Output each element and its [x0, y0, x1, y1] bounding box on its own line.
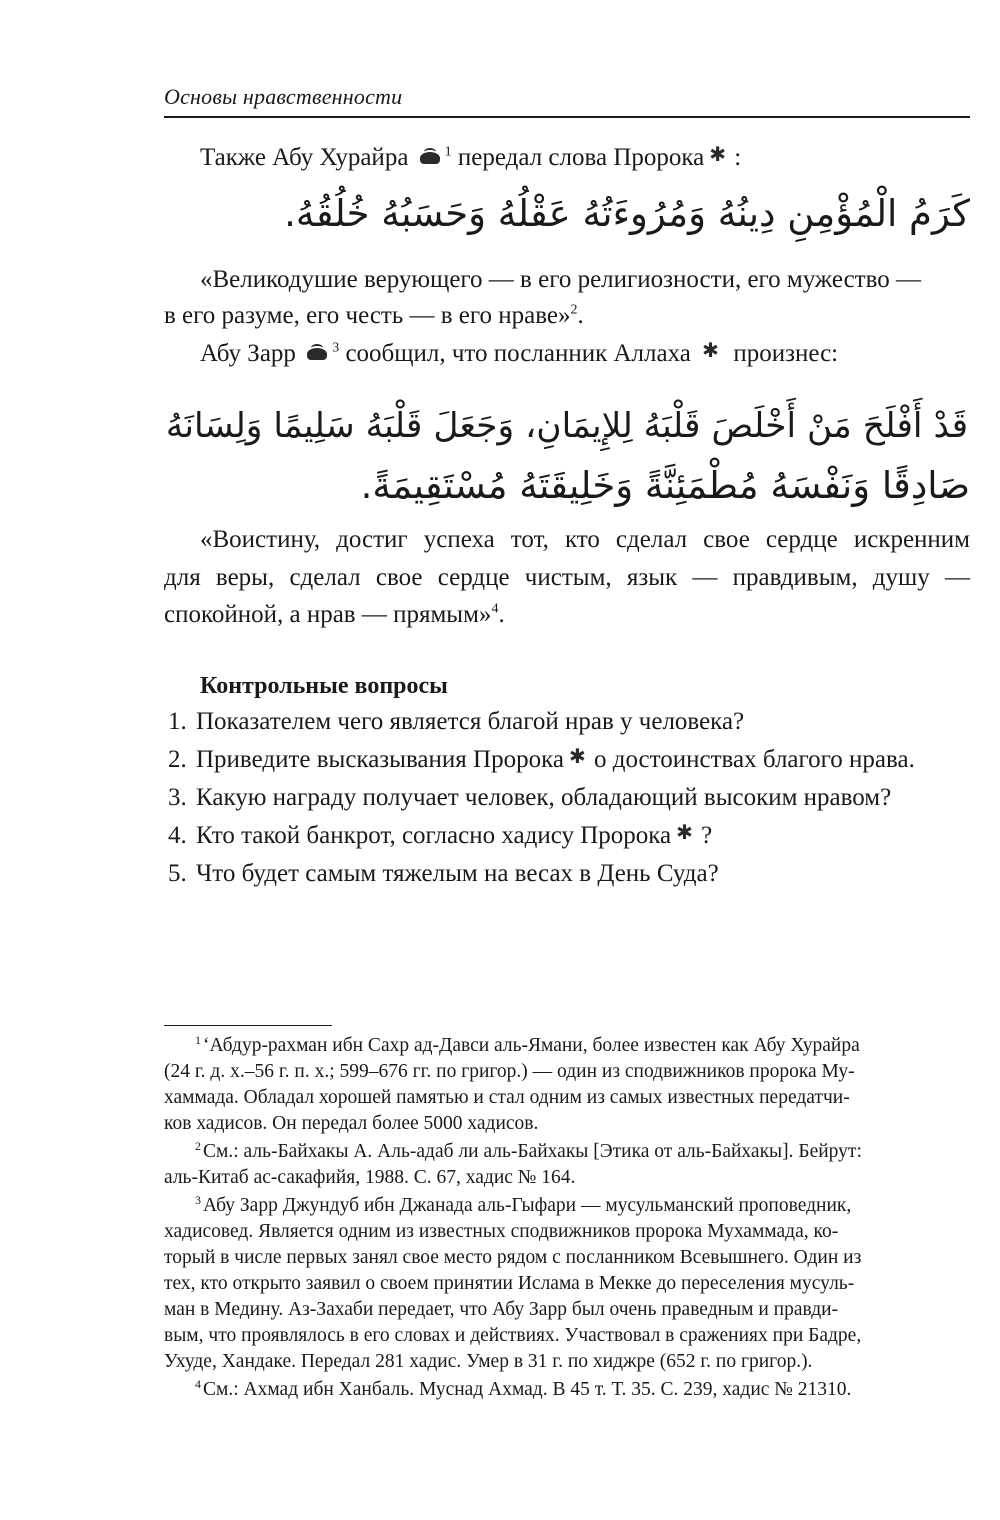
translation2-end: .: [498, 601, 505, 628]
salawat-icon: [701, 342, 723, 364]
salawat-icon: [568, 748, 590, 770]
question-number: 2.: [168, 746, 187, 773]
question-item: [168, 820, 978, 858]
question-number: 1.: [168, 708, 187, 735]
footnote-3-line-4: тех, кто открыто заявил о своем принятии Ислама в Мекке до переселения мусуль-: [164, 1273, 855, 1294]
translation1-line-1: «Великодушие верующего — в его религиозности, его мужество —: [200, 266, 921, 293]
question-text-before: Кто такой банкрот, согласно хадису Пророка: [196, 822, 672, 849]
running-header: [164, 82, 970, 118]
question-text: Показателем чего является благой нрав у человека?: [196, 708, 745, 735]
question-text-after: ?: [701, 822, 713, 849]
footnote-3-line-3: торый в числе первых занял свое место рядом с посланником Всевышнего. Один из: [164, 1247, 862, 1268]
question-item: [168, 782, 978, 820]
intro1-end: :: [734, 144, 742, 171]
translation2-line-1: «Воистину, достиг успеха тот, кто сделал свое сердце искренним: [200, 526, 970, 553]
footnote-3-line-2: хадисовед. Является одним из известных сподвижников пророка Мухаммада, ко-: [164, 1221, 839, 1242]
footnote-4-text: См.: Ахмад ибн Ханбаль. Муснад Ахмад. В 45 т. Т. 35. С. 239, хадис № 21310.: [203, 1379, 852, 1400]
radiyallahu-anhu-icon: [419, 146, 441, 168]
intro2-before: Абу Зарр: [200, 340, 296, 367]
footnote-4-line-1: [195, 1378, 970, 1402]
footnote-ref-3: 3: [332, 340, 340, 356]
questions-list: [168, 706, 978, 896]
footnote-1-text: ‘Абдур-рахман ибн Сахр ад-Давси аль-Ямани, более известен как Абу Хурайра: [203, 1035, 860, 1056]
footnote-1-line-4: ков хадисов. Он передал более 5000 хадисов.: [164, 1113, 539, 1134]
footnote-ref-2: 2: [570, 302, 578, 318]
footnote-3-line-5: ман в Медину. Аз-Захаби передает, что Абу Зарр был очень праведным и правди-: [164, 1299, 839, 1320]
radiyallahu-anhu-icon: [306, 342, 328, 364]
footnote-2-line-2: аль-Китаб ас-сакафийя, 1988. С. 67, хадис № 164.: [164, 1167, 576, 1188]
intro-line-2: [200, 336, 970, 372]
intro-line-1: [200, 140, 970, 176]
question-text-after: о достоинствах благого нрава.: [593, 746, 915, 773]
footnote-ref-1: 1: [444, 144, 452, 160]
footnote-3-line-7: Ухуде, Хандаке. Передал 281 хадис. Умер в 31 г. по хиджре (652 г. по григор.).: [164, 1351, 813, 1372]
translation1-end: .: [577, 302, 584, 329]
footnote-2-number: 2: [195, 1138, 201, 1153]
question-item: [168, 858, 978, 896]
footnote-2-line-1: [195, 1140, 970, 1164]
translation2-line-2: для веры, сделал свое сердце чистым, язык — правдивым, душу —: [164, 564, 970, 591]
footnote-1-number: 1: [195, 1032, 201, 1047]
footnote-1-line-3: хаммада. Обладал хорошей памятью и стал одним из самых известных передатчи-: [164, 1087, 850, 1108]
translation2-line-3-text: спокойной, а нрав — прямым»: [164, 601, 492, 628]
question-item: [168, 744, 978, 782]
salawat-icon: [708, 146, 730, 168]
translation1-line-2-text: в его разуме, его честь — в его нраве»: [164, 302, 571, 329]
footnote-3-line-6: вым, что проявлялось в его словах и действиях. Участвовал в сражениях при Бадре,: [164, 1325, 862, 1346]
intro1-after: передал слова Пророка: [457, 144, 705, 171]
question-item: [168, 706, 978, 744]
arabic-hadith-2-line-1: قَدْ أَفْلَحَ مَنْ أَخْلَصَ قَلْبَهُ لِلإِيمَانِ، وَجَعَلَ قَلْبَهُ سَلِيمًا وَلِسَانَهُ: [165, 406, 969, 446]
footnote-1-line-1: [195, 1034, 970, 1058]
question-number: 4.: [168, 822, 187, 849]
question-text: Какую награду получает человек, обладающий высоким нравом?: [196, 784, 892, 811]
arabic-hadith-1: كَرَمُ الْمُؤْمِنِ دِينُهُ وَمُرُوءَتُهُ عَقْلُهُ وَحَسَبُهُ خُلُقُهُ.: [284, 192, 970, 235]
intro1-before: Также Абу Хурайра: [200, 144, 409, 171]
header-title: Основы нравственности: [164, 84, 403, 109]
footnote-1-line-2: (24 г. д. х.–56 г. п. х.; 599–676 гг. по григор.) — один из сподвижников пророка Му-: [164, 1061, 855, 1082]
footnote-ref-4: 4: [491, 601, 499, 617]
question-number: 5.: [168, 860, 187, 887]
salawat-icon: [675, 824, 697, 846]
questions-title: Контрольные вопросы: [200, 673, 448, 699]
translation2-line-3: [164, 597, 970, 633]
footnote-4-number: 4: [195, 1376, 201, 1391]
question-text-before: Приведите высказывания Пророка: [196, 746, 564, 773]
footnote-3-line-1: [195, 1194, 970, 1218]
intro2-after: произнес:: [733, 340, 839, 367]
intro2-middle: сообщил, что посланник Аллаха: [345, 340, 691, 367]
translation1-line-2: [164, 298, 970, 334]
footnote-3-number: 3: [195, 1192, 201, 1207]
footnote-3-text: Абу Зарр Джундуб ибн Джанада аль-Гыфари — мусульманский проповедник,: [203, 1195, 852, 1216]
footnote-divider: [164, 1025, 332, 1026]
question-number: 3.: [168, 784, 187, 811]
question-text: Что будет самым тяжелым на весах в День Суда?: [196, 860, 719, 887]
arabic-hadith-2-line-2: صَادِقًا وَنَفْسَهُ مُطْمَئِنَّةً وَخَلِيقَتَهُ مُسْتَقِيمَةً.: [360, 464, 970, 507]
footnote-2-text: См.: аль-Байхакы А. Аль-адаб ли аль-Байхакы [Этика от аль-Байхакы]. Бейрут:: [203, 1141, 862, 1162]
